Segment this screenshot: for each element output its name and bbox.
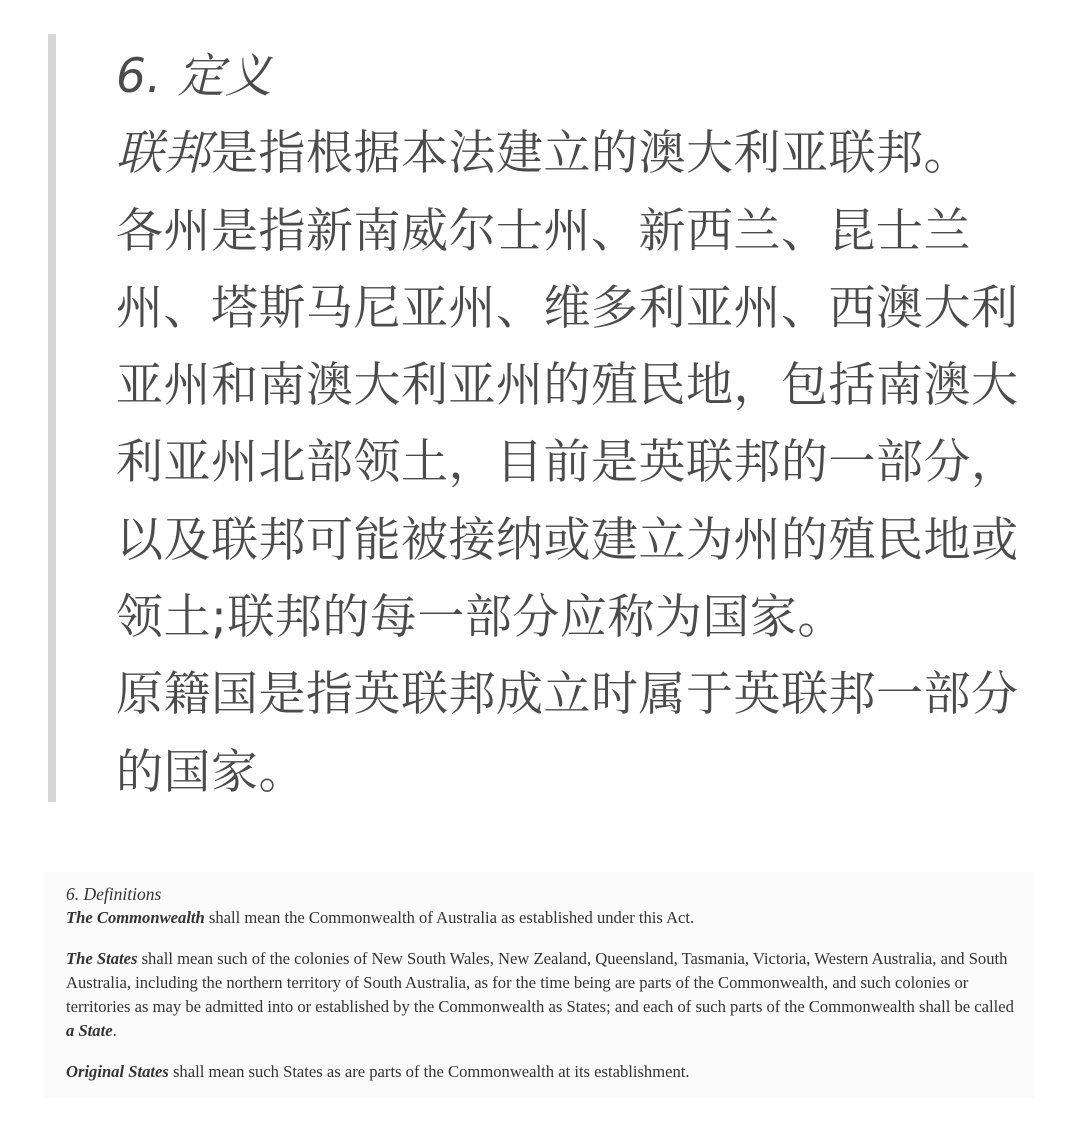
english-definition-commonwealth: The Commonwealth shall mean the Commonwealth of Australia as established under this Act. bbox=[66, 908, 695, 927]
term-a-state: a State bbox=[66, 1021, 113, 1040]
chinese-translation-quote bbox=[48, 34, 1048, 802]
chinese-definition-original-states: 原籍国是指英联邦成立时属于英联邦一部分的国家。 bbox=[116, 667, 1019, 800]
english-definition-states: The States shall mean such of the colonies of New South Wales, New Zealand, Queensland, Tasmania, Victoria, Western Australia, and South Australia, including the northern territory of South Australia, as for the time being are parts of the Commonwealth, and such colonies or territories as may be admitted into or established by the Commonwealth as States; and each of such parts of the Commonwealth shall be called a State. bbox=[66, 949, 1014, 1040]
english-definition-original-states: Original States shall mean such States as are parts of the Commonwealth at its establishment. bbox=[66, 1062, 690, 1081]
term-original-states: Original States bbox=[66, 1062, 169, 1081]
term-the-states: The States bbox=[66, 949, 138, 968]
chinese-term-commonwealth: 联邦 bbox=[116, 126, 211, 182]
chinese-text bbox=[116, 38, 1046, 811]
chinese-definition-commonwealth: 联邦是指根据本法建立的澳大利亚联邦。 bbox=[116, 126, 971, 182]
english-heading: 6. Definitions bbox=[66, 884, 162, 904]
english-text bbox=[66, 882, 1026, 1084]
term-commonwealth: The Commonwealth bbox=[66, 908, 205, 927]
english-original-excerpt bbox=[44, 872, 1034, 1098]
chinese-heading: 6. 定义 bbox=[116, 49, 273, 104]
chinese-definition-states: 各州是指新南威尔士州、新西兰、昆士兰州、塔斯马尼亚州、维多利亚州、西澳大利亚州和南澳大利亚州的殖民地，包括南澳大利亚州北部领土，目前是英联邦的一部分，以及联邦可能被接纳或建立为州的殖民地或领土;联邦的每一部分应称为国家。 bbox=[116, 203, 1019, 646]
